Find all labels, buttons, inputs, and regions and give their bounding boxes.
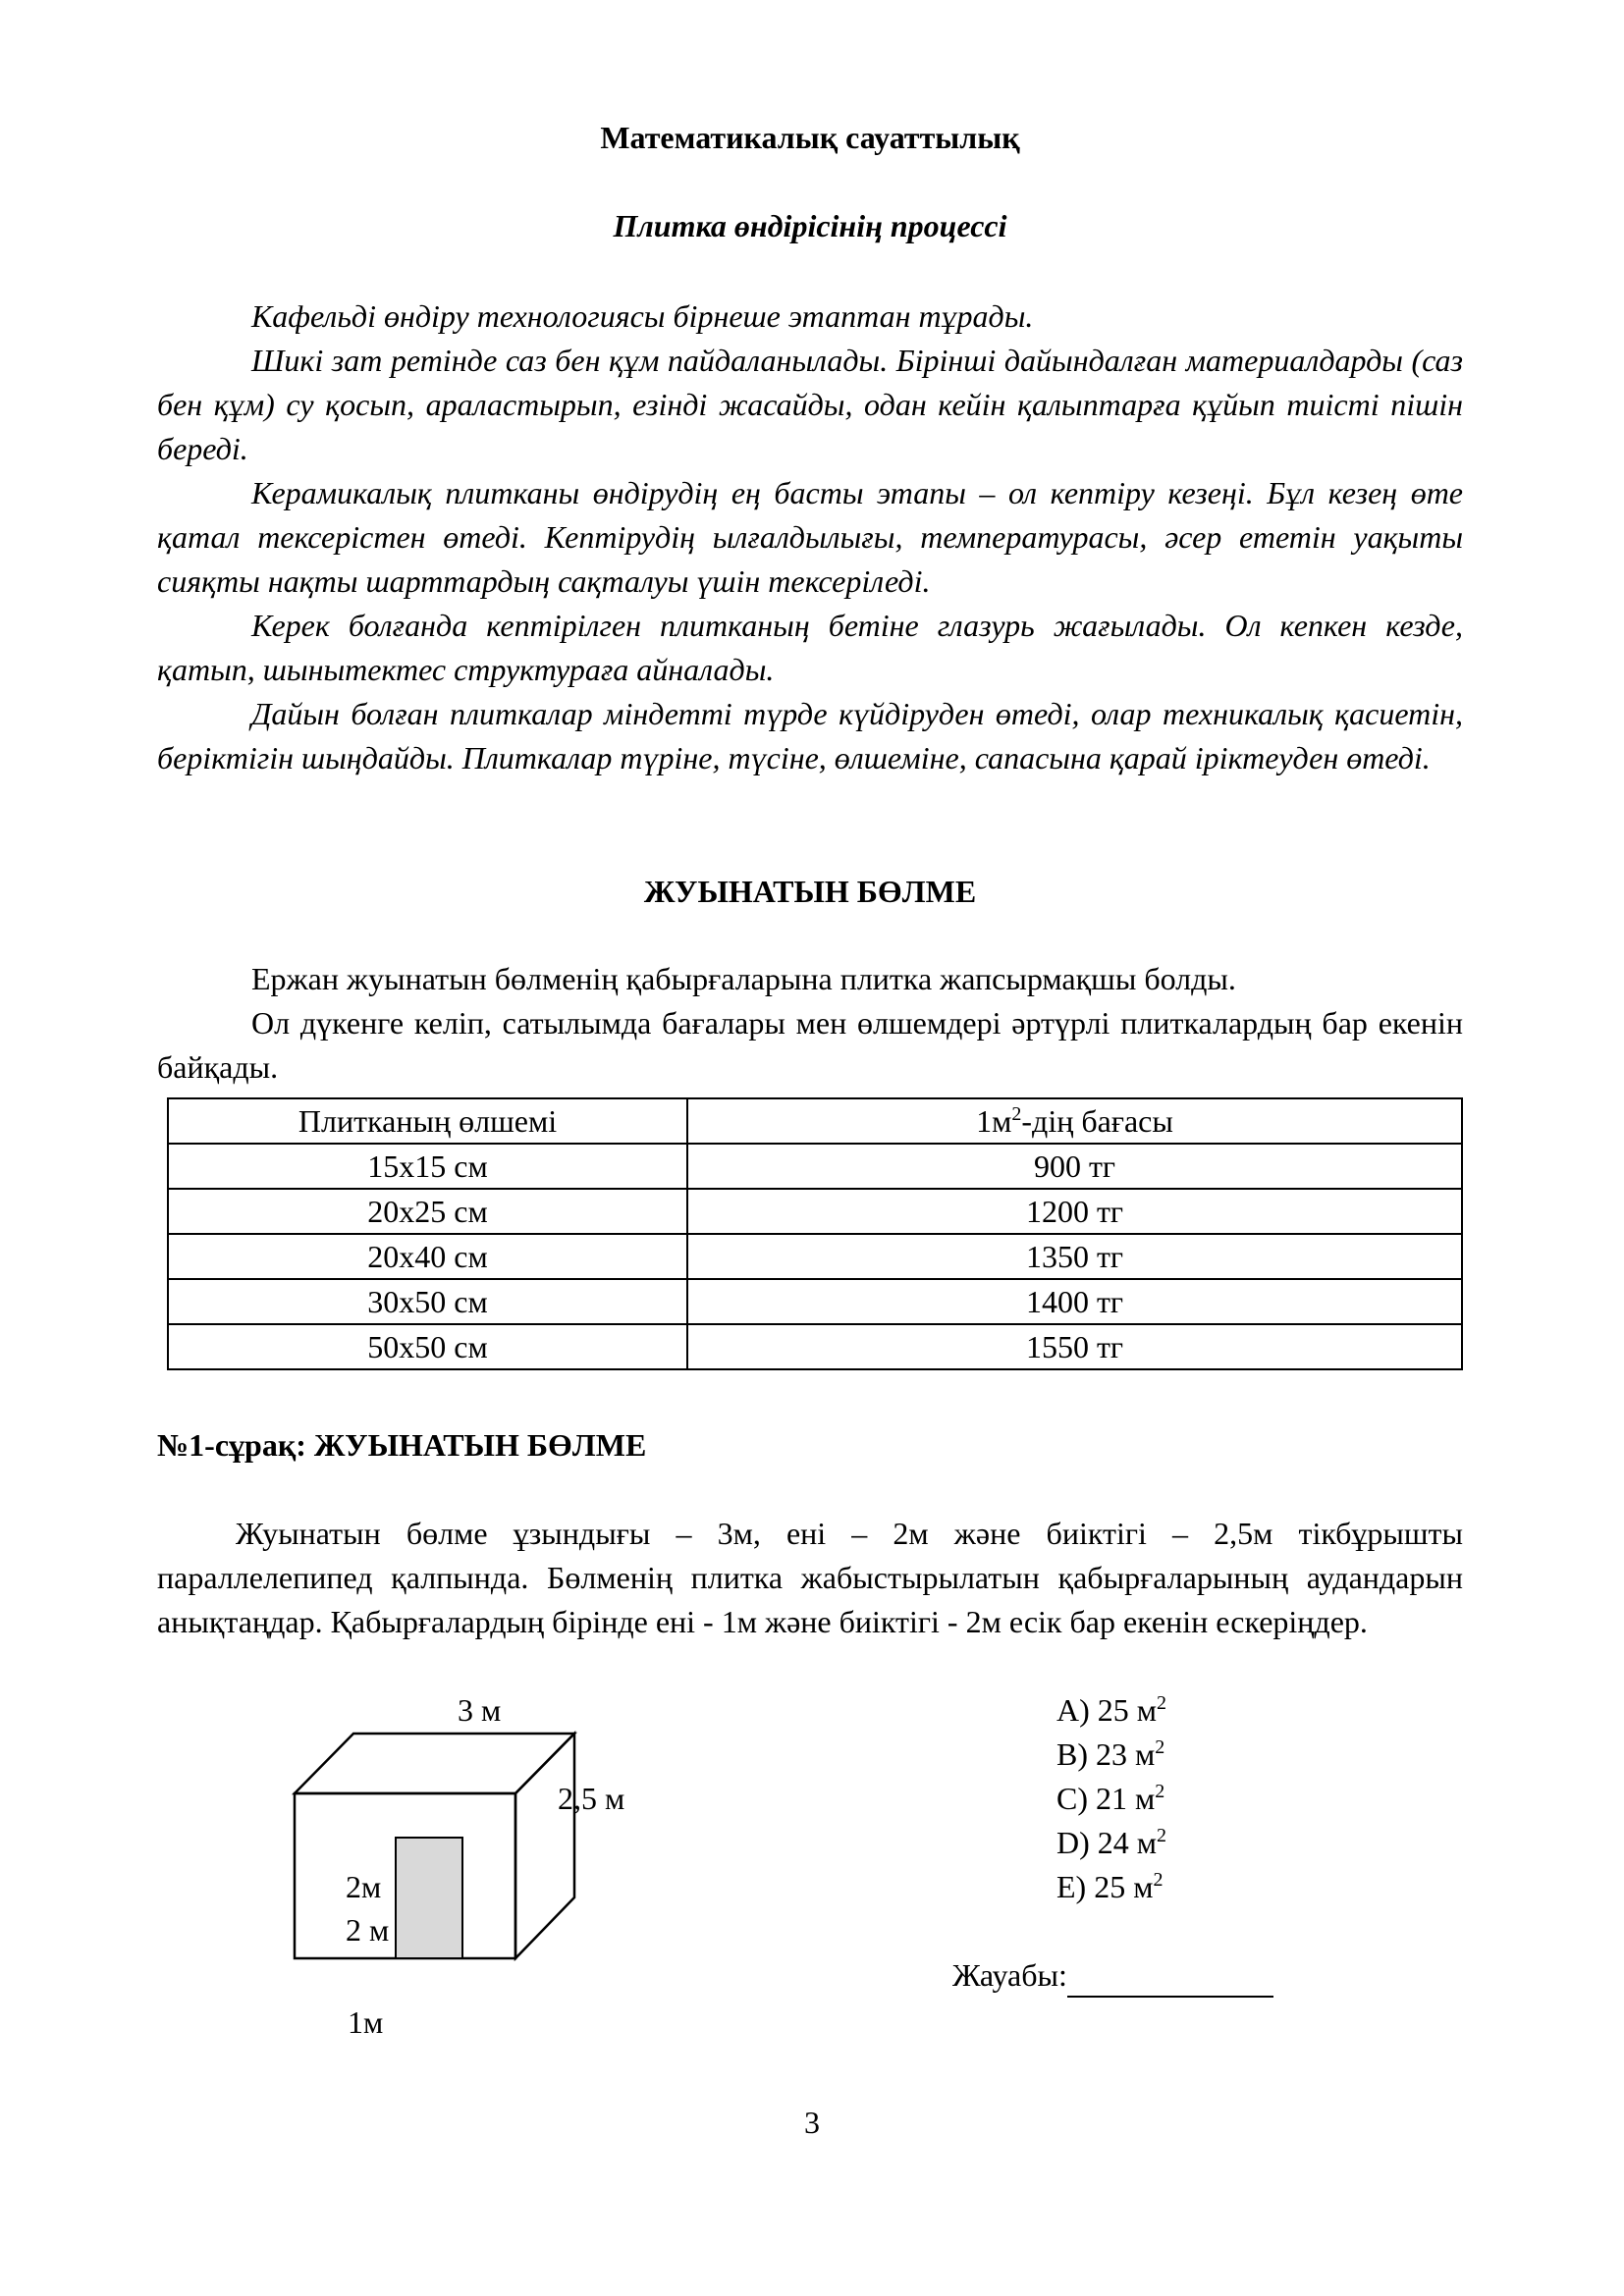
tile-price-cell: 1200 тг bbox=[687, 1189, 1462, 1234]
room-width-label-2: 2 м bbox=[346, 1912, 390, 1948]
header-tile-size: Плитканың өлшемі bbox=[168, 1098, 687, 1144]
intro-paragraph-2: Шикі зат ретінде саз бен құм пайдаланылады. Бірінші дайындалған материалдарды (саз бен құм) су қосып, араластырып, езінді жасайды, одан кейін қалыптарға құйып тиісті пішін береді. bbox=[157, 343, 1463, 466]
option-e[interactable]: E) 25 $м^2$ bbox=[1056, 1869, 1164, 1904]
door-width-label: 1м bbox=[348, 2004, 384, 2040]
tile-price-cell: 1550 тг bbox=[687, 1324, 1462, 1369]
room-top-face bbox=[295, 1734, 574, 1793]
intro-paragraph-3: Керамикалық плитканы өндірудің ең басты этапы – ол кептіру кезеңі. Бұл кезең өте қатал тексерістен өтеді. Кептірудің ылғалдылығы, температурасы, әсер ететін уақыты сияқты нақты шарттардың сақталуы үшін тексеріледі. bbox=[157, 475, 1463, 599]
question-title: ЖУЫНАТЫН БӨЛМЕ bbox=[313, 1427, 647, 1463]
option-b[interactable]: B) 23 $м^2$ bbox=[1056, 1736, 1165, 1772]
section-paragraph-2: Ол дүкенге келіп, сатылымда бағалары мен өлшемдері әртүрлі плиткалардың бар екенін байқады. bbox=[157, 1005, 1463, 1085]
tile-price-cell: 1350 тг bbox=[687, 1234, 1462, 1279]
subject-heading: Математикалық сауаттылық bbox=[600, 120, 1020, 155]
room-side-face bbox=[515, 1734, 574, 1958]
intro-paragraph-1: Кафельді өндіру технологиясы бірнеше этаптан тұрады. bbox=[251, 298, 1034, 334]
section-title: ЖУЫНАТЫН БӨЛМЕ bbox=[643, 874, 977, 909]
option-a[interactable]: A) 25 $м^2$ bbox=[1056, 1692, 1167, 1728]
tile-size-cell: 15х15 см bbox=[168, 1144, 687, 1189]
intro-paragraph-5: Дайын болған плиткалар міндетті түрде күйдіруден өтеді, олар техникалық қасиетін, беріктігін шыңдайды. Плиткалар түріне, түсіне, өлшеміне, сапасына қарай іріктеуден өтеді. bbox=[157, 696, 1463, 775]
tile-price-cell: 900 тг bbox=[687, 1144, 1462, 1189]
room-width-label-1: 2м bbox=[346, 1869, 382, 1904]
room-height-label: 2,5 м bbox=[558, 1781, 625, 1816]
answer-label: Жауабы: bbox=[952, 1957, 1067, 1993]
tile-price-cell: 1400 тг bbox=[687, 1279, 1462, 1324]
room-length-label: 3 м bbox=[458, 1692, 502, 1728]
section-paragraph-1: Ержан жуынатын бөлменің қабырғаларына плитка жапсырмақшы болды. bbox=[251, 961, 1236, 996]
option-d[interactable]: D) 24 $м^2$ bbox=[1056, 1825, 1167, 1860]
tile-size-cell: 30х50 см bbox=[168, 1279, 687, 1324]
tile-size-cell: 50х50 см bbox=[168, 1324, 687, 1369]
header-price: $1м^2$-дің бағасы bbox=[687, 1098, 1462, 1144]
tile-size-cell: 20х25 см bbox=[168, 1189, 687, 1234]
door-rect bbox=[396, 1838, 462, 1958]
option-c[interactable]: C) 21 $м^2$ bbox=[1056, 1781, 1165, 1816]
page-number: 3 bbox=[804, 2105, 820, 2140]
topic-title: Плитка өндірісінің процессі bbox=[613, 208, 1007, 243]
question-number: №1-сұрақ: bbox=[157, 1427, 306, 1463]
tile-size-cell: 20х40 см bbox=[168, 1234, 687, 1279]
question-text: Жуынатын бөлме ұзындығы – 3м, ені – 2м және биіктігі – 2,5м тікбұрышты параллелепипед қалпында. Бөлменің плитка жабыстырылатын қабырғаларының аудандарын анықтаңдар. Қабырғалардың бірінде ені - 1м және биіктігі - 2м есік бар екенін ескеріңдер. bbox=[157, 1516, 1463, 1639]
intro-paragraph-4: Керек болғанда кептірілген плитканың бетіне глазурь жағылады. Ол кепкен кезде, қатып, шынытектес структураға айналады. bbox=[157, 608, 1463, 687]
